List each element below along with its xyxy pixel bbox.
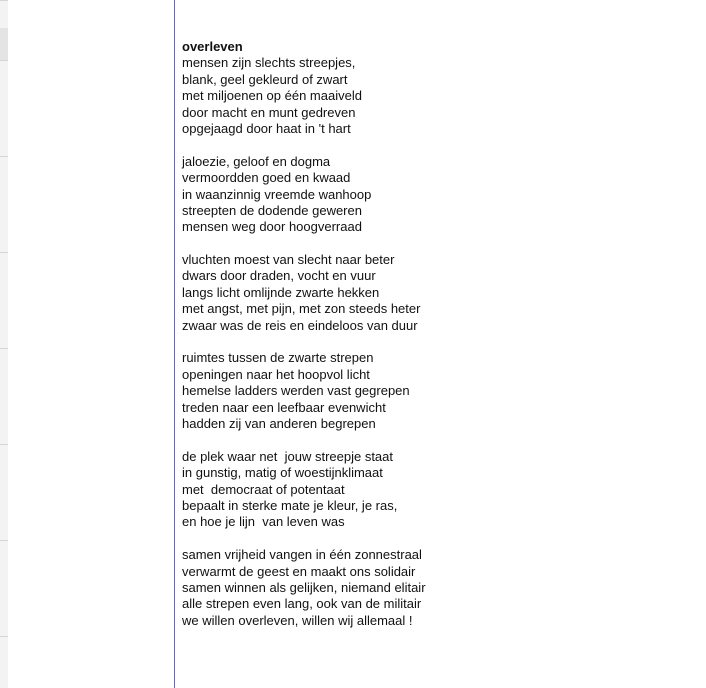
poem-stanza (182, 252, 682, 334)
poem-line: bepaalt in sterke mate je kleur, je ras, (182, 497, 398, 513)
poem-line: samen vrijheid vangen in één zonnestraal (182, 547, 422, 563)
poem-stanza (182, 350, 682, 432)
poem-line: openingen naar het hoopvol licht (182, 366, 370, 382)
poem-line: streepten de dodende geweren (182, 202, 362, 218)
poem-line: opgejaagd door haat in 't hart (182, 120, 351, 136)
poem-line: alle strepen even lang, ook van de militair (182, 596, 422, 612)
poem-stanzas (182, 55, 682, 629)
poem-line: vluchten moest van slecht naar beter (182, 252, 395, 268)
left-panel-cell (0, 60, 8, 157)
poem-line: mensen zijn slechts streepjes, (182, 55, 356, 71)
poem-line: de plek waar net jouw streepje staat (182, 448, 394, 464)
poem-stanza (182, 547, 682, 629)
poem-line: met democraat of potentaat (182, 481, 345, 497)
poem-line: dwars door draden, vocht en vuur (182, 268, 376, 284)
poem-line: door macht en munt gedreven (182, 104, 356, 120)
poem-line: hemelse ladders werden vast gegrepen (182, 383, 410, 399)
left-panel-cell (0, 444, 8, 541)
poem-line: langs licht omlijnde zwarte hekken (182, 284, 380, 300)
poem-line: met miljoenen op één maaiveld (182, 88, 362, 104)
poem-line: ruimtes tussen de zwarte strepen (182, 350, 374, 366)
poem-line: treden naar een leefbaar evenwicht (182, 399, 386, 415)
poem-line: jaloezie, geloof en dogma (182, 153, 331, 169)
left-panel-strip[interactable] (0, 0, 8, 688)
poem-stanza (182, 55, 682, 137)
left-panel-cell (0, 636, 8, 688)
poem-line: vermoordden goed en kwaad (182, 170, 351, 186)
poem-line: hadden zij van anderen begrepen (182, 415, 376, 431)
poem-line: in gunstig, matig of woestijnklimaat (182, 465, 383, 481)
left-panel-shaded-cell (0, 28, 8, 60)
poem-line: met angst, met pijn, met zon steeds heter (182, 301, 421, 317)
poem-text[interactable] (182, 39, 682, 645)
poem-line: we willen overleven, willen wij allemaal ! (182, 612, 413, 628)
poem-line: blank, geel gekleurd of zwart (182, 71, 348, 87)
poem-line: verwarmt de geest en maakt ons solidair (182, 563, 416, 579)
left-panel-cell (0, 0, 8, 29)
poem-line: zwaar was de reis en eindeloos van duur (182, 317, 418, 333)
poem-line: en hoe je lijn van leven was (182, 514, 345, 530)
left-panel-cell (0, 540, 8, 637)
left-panel-cell (0, 348, 8, 445)
poem-title: overleven (182, 39, 243, 54)
poem-line: samen winnen als gelijken, niemand elitair (182, 579, 426, 595)
poem-line: in waanzinnig vreemde wanhoop (182, 186, 372, 202)
poem-line: mensen weg door hoogverraad (182, 219, 362, 235)
poem-stanza (182, 449, 682, 531)
page-left-margin (8, 0, 174, 688)
left-panel-cell (0, 252, 8, 349)
left-panel-cell (0, 156, 8, 253)
poem-stanza (182, 154, 682, 236)
